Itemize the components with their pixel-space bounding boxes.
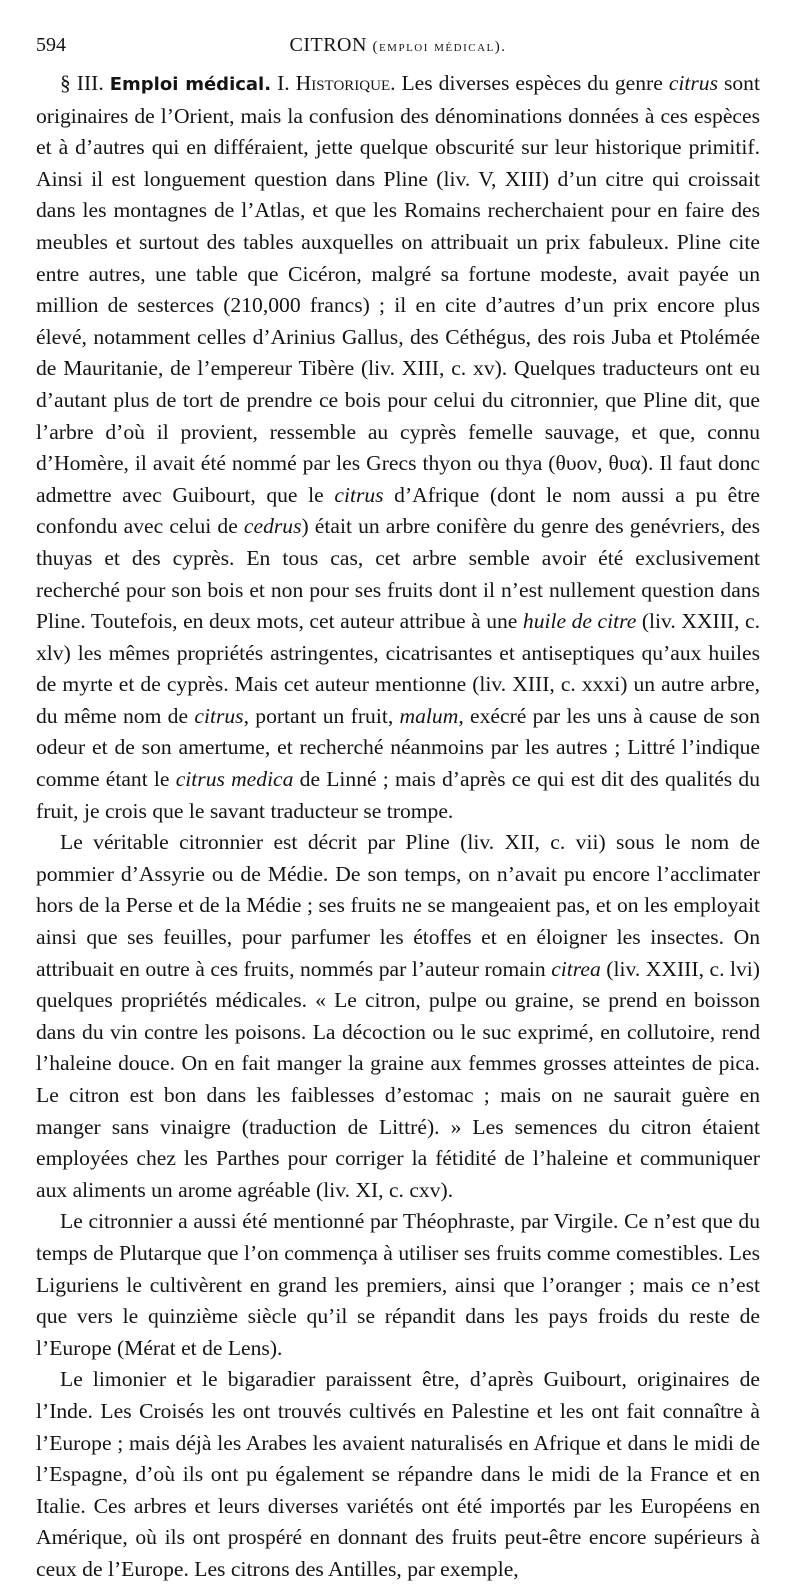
text-run: (liv. XXIII, c. xlv) les mêmes propriétés astringentes, cicatrisantes et antiseptiques qu’aux huiles de myrte et de cyprès. Mais cet auteur mentionne (liv. XIII, c. xxxi) un autre arbre, du même nom de [36, 609, 761, 728]
paragraph [36, 827, 760, 1206]
paragraph [36, 1206, 760, 1364]
text-run: de Linné ; mais d’après ce qui est dit des qualités du fruit, je crois que le savant traducteur se trompe. [36, 767, 760, 823]
text-run: Le citronnier a aussi été mentionné par Théophraste, par Virgile. Ce n’est que du temps de Plutarque que l’on commença à utiliser ses fruits comme comestibles. Les Liguriens le cultivèrent en grand les premiers, ainsi que l’oranger ; mais ce n’est que vers le quinzième siècle qu’il se répandit dans les pays froids du reste de l’Europe (Mérat et de Lens). [36, 1209, 760, 1360]
subsection-title: I. Historique. [277, 71, 396, 95]
text-run: sont originaires de l’Orient, mais la confusion des dénominations données à ces espèces et à d’autres qui en différaient, jette quelque obscurité sur leur historique primitif. Ainsi il est longuement question dans Pline (liv. V, XIII) d’un citre qui croissait dans les montagnes de l’Atlas, et que les Romains recherchaient pour en faire des meubles et surtout des tables auxquelles on attribuait un prix fabuleux. Pline cite entre autres, une table que Cicéron, malgré sa fortune modeste, avait payée un million de sesterces (210,000 francs) ; il en cite d’autres d’un prix encore plus élevé, notamment celles d’Arinius Gallus, des Céthégus, des rois Juba et Ptolémée de Mauritanie, de l’empereur Tibère (liv. XIII, c. xv). Quelques traducteurs ont eu d’autant plus de tort de prendre ce bois pour celui du citronnier, que Pline dit, que l’arbre d’où il provient, ressemble au cyprès femelle sauvage, et que, connu d’Homère, il avait été nommé par les Grecs thyon ou thya (θυον, θυα). Il faut donc admettre avec Guibourt, que le [36, 71, 760, 507]
italic-term: citrea [551, 956, 601, 981]
italic-term: cedrus [243, 514, 302, 539]
running-title-sub: (emploi médical). [372, 39, 507, 55]
italic-term: malum [399, 703, 459, 728]
section-number: § III. [60, 71, 104, 95]
text-run: , portant un fruit, [243, 703, 400, 728]
text-run: (liv. XXIII, c. lvi) quelques propriétés médicales. « Le citron, pulpe ou graine, se prend en boisson dans du vin contre les poisons. La décoction ou le suc exprimé, en collutoire, rend l’haleine douce. On en fait manger la graine aux femmes grosses atteintes de pica. Le citron est bon dans les faiblesses d’estomac ; mais on ne saurait guère en manger sans vinaigre (traduction de Littré). » Les semences du citron étaient employées chez les Parthes pour corriger la fétidité de l’haleine et communiquer aux aliments un arome agréable (liv. XI, c. cxv). [36, 956, 760, 1202]
italic-term: citrus medica [175, 767, 294, 792]
running-title [36, 30, 760, 62]
italic-term: citrus [334, 482, 384, 507]
text-run: d’Afrique (dont le nom aussi a pu être confondu avec celui de [36, 482, 760, 539]
italic-term: citrus [194, 703, 244, 728]
text-run: ) était un arbre conifère du genre des genévriers, des thuyas et des cyprès. En tous cas, cet arbre semble avoir été exclusivement recherché pour son bois et non pour ses fruits dont il n’est nullement question dans Pline. Toutefois, en deux mots, cet auteur attribue à une [36, 514, 761, 634]
running-title-main: CITRON [289, 34, 367, 56]
italic-term: citrus [668, 71, 718, 95]
text-run: Le véritable citronnier est décrit par Pline (liv. XII, c. vii) sous le nom de pommier d’Assyrie ou de Médie. De son temps, on n’avait pu encore l’acclimater hors de la Perse et de la Médie ; ses fruits ne se mangeaient pas, et on les employait ainsi que ses feuilles, pour parfumer les étoffes et en éloigner les insectes. On attribuait en outre à ces fruits, nommés par l’auteur romain [36, 830, 760, 981]
section-title: Emploi médical. [109, 74, 272, 95]
paragraph [36, 1364, 760, 1585]
paragraph [36, 68, 760, 827]
text-run: Les diverses espèces du genre [395, 71, 669, 95]
text-run: , exécré par les uns à cause de son odeur et de son amertume, et recherché néanmoins par les autres ; Littré l’indique comme étant le [36, 703, 760, 792]
running-head [36, 30, 760, 60]
page-number: 594 [36, 34, 66, 56]
text-run: Le limonier et le bigaradier paraissent être, d’après Guibourt, originaires de l’Inde. Les Croisés les ont trouvés cultivés en Palestine et les ont fait connaître à l’Europe ; mais déjà les Arabes les avaient naturalisés en Afrique et dans le midi de l’Espagne, d’où ils ont pu également se répandre dans le midi de la France et en Italie. Ces arbres et leurs diverses variétés ont été importés par les Européens en Amérique, où ils ont prospéré en donnant des fruits peut-être encore supérieurs à ceux de l’Europe. Les citrons des Antilles, par exemple, [36, 1367, 760, 1581]
body-text [36, 68, 760, 1586]
italic-term: huile de citre [522, 609, 637, 634]
